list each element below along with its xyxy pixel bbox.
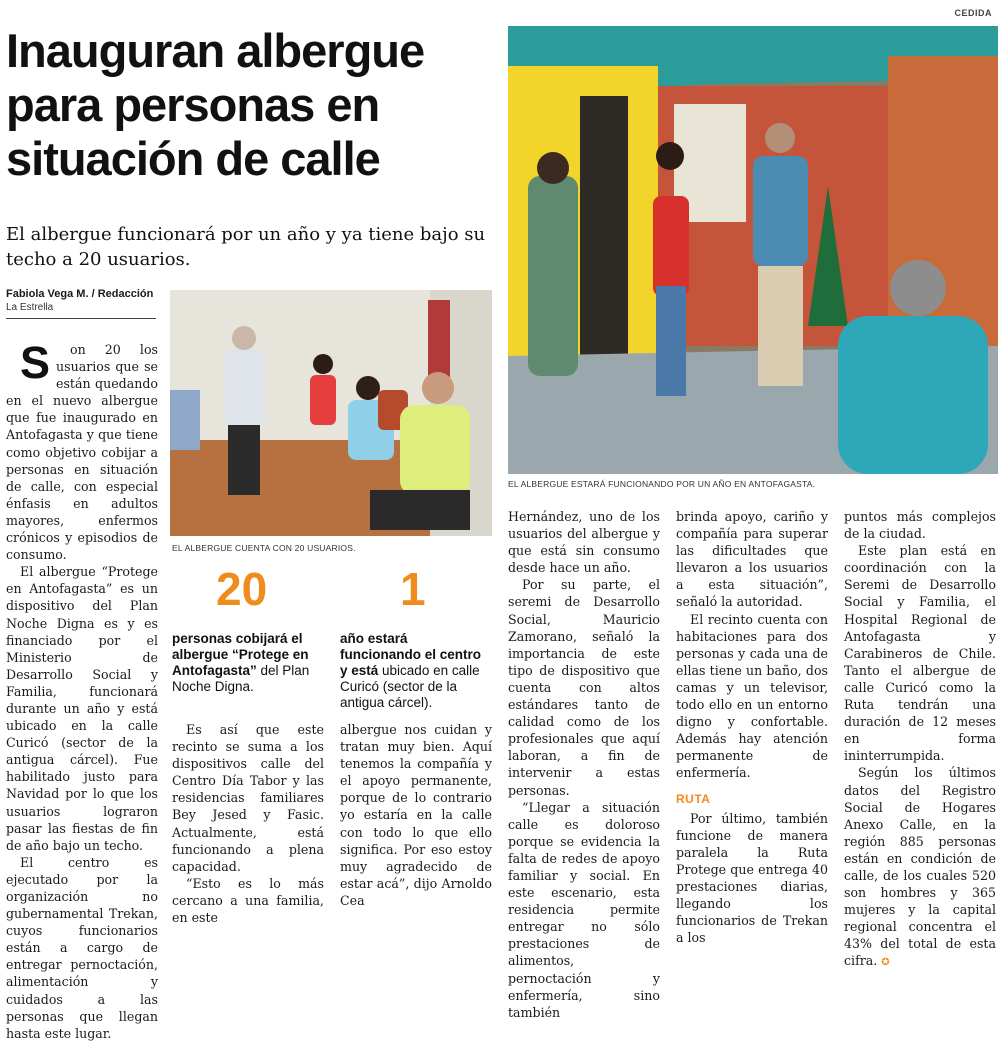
col2-paragraph-2: “Esto es lo más cercano a una familia, en este bbox=[172, 875, 324, 926]
stat-text-1-bold: personas cobijará el albergue “Protege en Antofagasta” bbox=[172, 631, 309, 678]
subheadline: El albergue funcionará por un año y ya tiene bajo su techo a 20 usuarios. bbox=[6, 224, 486, 270]
headline-line-3: situación de calle bbox=[6, 132, 380, 185]
col4-paragraph-2: Por su parte, el seremi de Desarrollo Social, Mauricio Zamorano, señaló la importancia de este tipo de dispositivo que cuenta con altos estándares tanto de calidad como de los profesionales que aquí laboran, a fin de intervenir a estas personas. bbox=[508, 577, 660, 798]
stat-number-2: 1 bbox=[400, 563, 426, 615]
byline-source: La Estrella bbox=[6, 302, 54, 313]
body-column-6 bbox=[844, 508, 996, 972]
drop-cap: S bbox=[20, 337, 51, 388]
col6-paragraph-1: puntos más complejos de la ciudad. bbox=[844, 509, 996, 542]
col3-paragraph-1: albergue nos cuidan y tratan muy bien. Aquí tenemos la compañía y el apoyo permanente, porque de lo contrario yo estaría en la calle con todo lo que ello significa. Por eso estoy muy agradecido de estar acá”, dijo Arnoldo Cea bbox=[340, 722, 492, 908]
headline bbox=[6, 24, 502, 186]
col4-paragraph-1: Hernández, uno de los usuarios del albergue y que está sin consumo desde hace un año. bbox=[508, 509, 660, 576]
headline-line-2: para personas en bbox=[6, 78, 380, 131]
end-mark-icon: ✪ bbox=[881, 957, 890, 969]
small-photo-caption: EL ALBERGUE CUENTA CON 20 USUARIOS. bbox=[172, 543, 356, 553]
small-photo-illustration bbox=[170, 290, 492, 536]
col6-p3-text: Según los últimos datos del Registro Social de Hogares Anexo Calle, en la región 885 personas están en condición de calle, de los cuales 520 son hombres y 365 mujeres y la capital regional concentra el 43% del total de esta cifra. bbox=[844, 765, 996, 969]
body-column-4 bbox=[508, 508, 660, 1021]
stat-text-2 bbox=[340, 631, 492, 711]
stat-text-1 bbox=[172, 631, 332, 695]
col6-paragraph-3 bbox=[844, 764, 996, 971]
col1-paragraph-2: El albergue “Protege en Antofagasta” es un dispositivo del Plan Noche Digna es y es financiado por el Ministerio de Desarrollo Social y Familia, funcionará durante un año y está ubicado en la calle Curicó (sector de la antigua cárcel). Fue habilitado justo para Navidad por lo que los usuarios lograron pasar las fiestas de fin de año bajo un techo. bbox=[6, 564, 158, 853]
body-column-1 bbox=[6, 337, 158, 1042]
body-column-3 bbox=[340, 721, 492, 909]
byline-author: Fabiola Vega M. / Redacción bbox=[6, 288, 154, 300]
large-photo-caption: EL ALBERGUE ESTARÁ FUNCIONANDO POR UN AÑO EN ANTOFAGASTA. bbox=[508, 479, 816, 489]
col5-paragraph-3: Por último, también funcione de manera paralela la Ruta Protege que entrega 40 prestaciones diarias, llegando los funcionarios de Trekan a los bbox=[676, 810, 828, 946]
stat-number-1: 20 bbox=[216, 563, 268, 615]
col5-paragraph-1: brinda apoyo, cariño y compañía para superar las dificultades que llevaron a los usuarios a esta situación”, señaló la autoridad. bbox=[676, 509, 828, 610]
col5-subhead-ruta: RUTA bbox=[676, 791, 711, 806]
col5-paragraph-2: El recinto cuenta con habitaciones para dos personas y cada una de ellas tiene un baño, dos camas y un televisor, todo ello en un entorno digno y confortable. Además hay atención permanente de enfermería. bbox=[676, 611, 828, 781]
large-photo bbox=[508, 26, 998, 474]
col1-paragraph-1 bbox=[6, 337, 158, 563]
small-photo bbox=[170, 290, 492, 536]
stat-text-2-rest: ubicado en calle Curicó (sector de la antigua cárcel). bbox=[340, 663, 480, 710]
col1-paragraph-3: El centro es ejecutado por la organización no gubernamental Trekan, cuyos funcionarios están a cargo de entregar pernoctación, alimentación y cuidados a las personas que llegan hasta este lugar. bbox=[6, 854, 158, 1041]
byline-divider bbox=[6, 318, 156, 319]
edition-tag: CEDIDA bbox=[954, 8, 992, 18]
body-column-2 bbox=[172, 721, 324, 926]
body-column-5 bbox=[676, 508, 828, 946]
stat-text-2-bold: año estará funcionando el centro y está bbox=[340, 631, 482, 678]
headline-line-1: Inauguran albergue bbox=[6, 24, 425, 77]
col2-paragraph-1: Es así que este recinto se suma a los dispositivos calle del Centro Día Tabor y las residencias familiares Bey Jesed y Fasic. Actualmente, está funcionando a plena capacidad. bbox=[172, 722, 324, 874]
byline bbox=[6, 287, 153, 315]
col4-paragraph-3: “Llegar a situación calle es doloroso porque se evidencia la falta de redes de apoyo familiar y social. En este escenario, esta residencia permite entregar no sólo prestaciones de alimentos, pernoctación y enfermería, sino también bbox=[508, 799, 660, 1020]
stat-text-1-rest: del Plan Noche Digna. bbox=[172, 663, 310, 694]
large-photo-illustration bbox=[508, 26, 998, 474]
col6-paragraph-2: Este plan está en coordinación con la Seremi de Desarrollo Social y Familia, el Hospital Regional de Antofagasta y Carabineros de Chile. Tanto el albergue de calle Curicó como la Ruta tendrán una duración de 12 meses en forma ininterrumpida. bbox=[844, 543, 996, 764]
col1-p1-text: on 20 los usuarios que se están quedando en el nuevo albergue que fue inaugurado en Antofagasta y que tiene como objetivo cobijar a personas en situación de calle, con especial énfasis en adultos mayores, enfermos crónicos y episodios de consumo. bbox=[6, 342, 158, 563]
